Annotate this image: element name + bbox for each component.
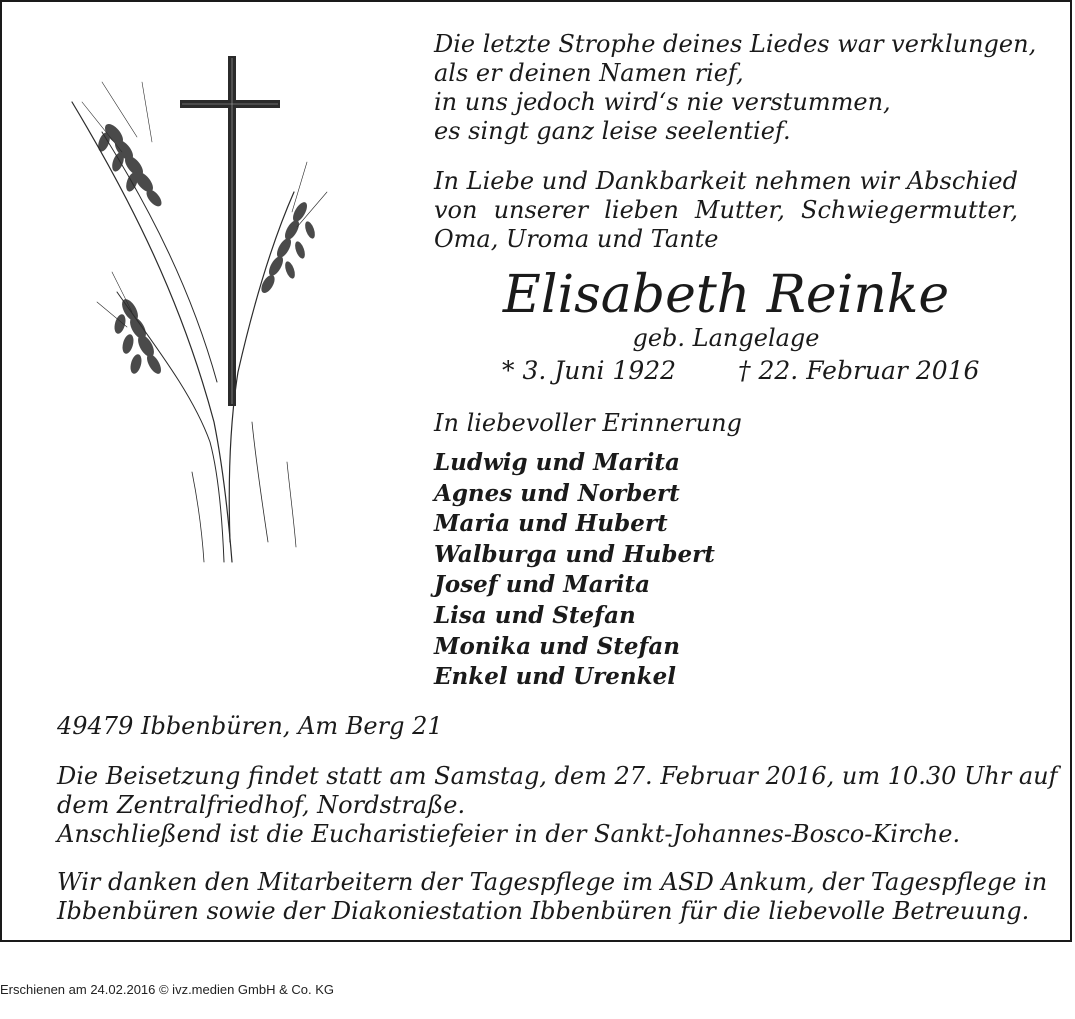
funeral-line: Die Beisetzung findet statt am Samstag, dem 27. Februar 2016, um 10.30 Uhr auf: [57, 762, 1058, 790]
intro-line: In Liebe und Dankbarkeit nehmen wir Abschied: [434, 167, 1018, 195]
life-dates: [502, 356, 979, 385]
mourner-entry: Monika und Stefan: [434, 632, 681, 660]
deceased-name: Elisabeth Reinke: [502, 265, 950, 325]
mourner-entry: Maria und Hubert: [434, 510, 668, 538]
verse-line: es singt ganz leise seelentief.: [434, 117, 791, 145]
thanks-note: [57, 868, 1047, 926]
verse-line: in uns jedoch wird‘s nie verstummen,: [434, 88, 891, 116]
thanks-line: Ibbenbüren sowie der Diakoniestation Ibbenbüren für die liebevolle Betreuung.: [57, 897, 1030, 925]
birth-date: * 3. Juni 1922: [502, 356, 677, 385]
mourner-entry: Agnes und Norbert: [434, 479, 680, 507]
verse: [434, 30, 1036, 146]
intro-line: Oma, Uroma und Tante: [434, 225, 719, 253]
mourner-entry: Ludwig und Marita: [434, 449, 680, 476]
mourner-entry: Enkel und Urenkel: [434, 663, 676, 691]
mourner-entry: Lisa und Stefan: [434, 601, 636, 629]
intro-line: von unserer lieben Mutter, Schwiegermutter,: [434, 196, 1018, 224]
farewell-intro: [434, 167, 1018, 254]
verse-line: Die letzte Strophe deines Liedes war verklungen,: [434, 30, 1037, 58]
funeral-info: [57, 762, 1058, 849]
mourner-list: [434, 448, 715, 693]
thanks-line: Wir danken den Mitarbeitern der Tagespflege im ASD Ankum, der Tagespflege in: [57, 868, 1048, 896]
mourner-entry: Walburga und Hubert: [434, 540, 715, 568]
funeral-line: Anschließend ist die Eucharistiefeier in der Sankt-Johannes-Bosco-Kirche.: [57, 820, 961, 848]
death-date: † 22. Februar 2016: [738, 356, 980, 385]
maiden-name: geb. Langelage: [632, 324, 820, 352]
mourner-entry: Josef und Marita: [434, 571, 650, 599]
publication-footer: Erschienen am 24.02.2016 © ivz.medien GmbH & Co. KG: [0, 982, 335, 997]
funeral-line: dem Zentralfriedhof, Nordstraße.: [57, 791, 466, 819]
verse-line: als er deinen Namen rief,: [434, 59, 744, 87]
cross-with-wheat-icon: [42, 42, 342, 582]
address: 49479 Ibbenbüren, Am Berg 21: [57, 712, 443, 740]
memory-heading: In liebevoller Erinnerung: [434, 409, 742, 437]
